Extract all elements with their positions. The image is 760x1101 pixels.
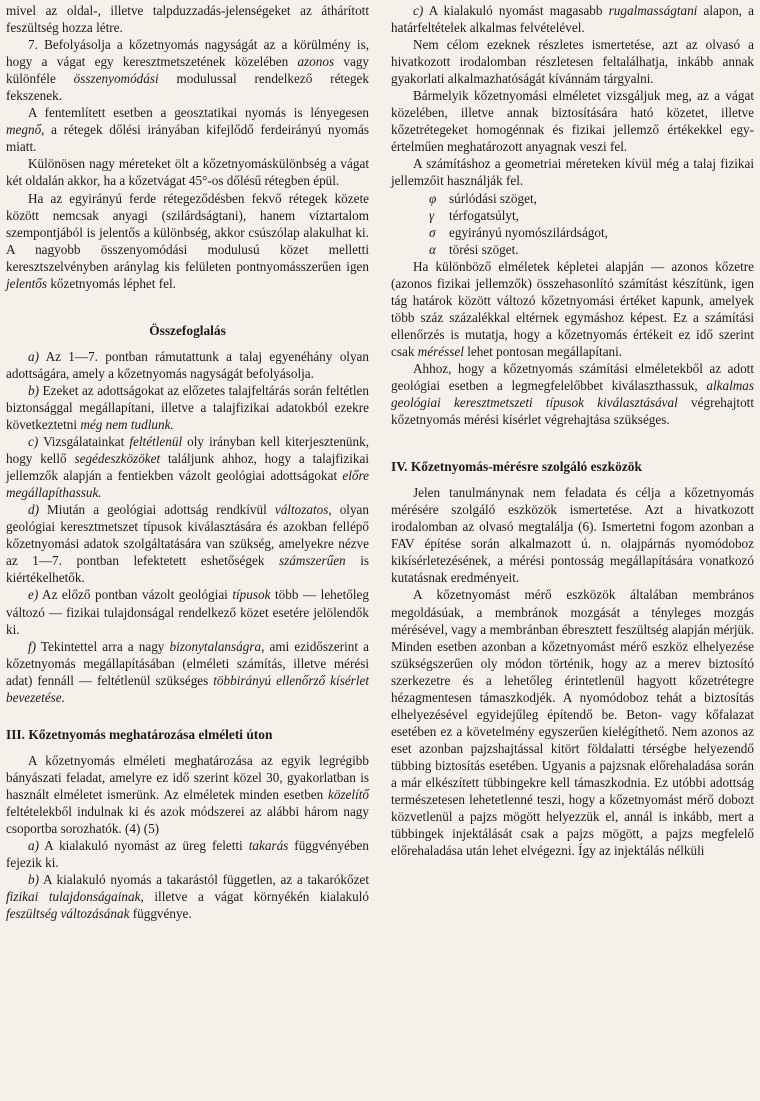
paragraph: A fentemlített esetben a geosztatikai nyomás is lényegesen megnő, a rétegek dőlési irányában kifejlődő ferdeirányú nyomás miatt. (6, 105, 369, 155)
section-heading-three: III. Kőzetnyomás meghatározása elméleti úton (6, 726, 273, 742)
paragraph: Ha az egyirányú ferde rétegeződésben fekvő rétegek közete között nemcsak anyagi (szilárdságtani), hanem víztartalom szempontjából is jelentős a különbség, akkor csúszólap alakulhat ki. A nagyobb összenyomódási modulusú közet melletti keresztszelvényben aránylag kis felületen pontnyomásszerűen igen jelentős kőzetnyomás léphet fel. (6, 190, 369, 291)
paragraph: Bármelyik kőzetnyomási elméletet vizsgáljuk meg, az a vágat közelében, illetve annak biztosítására ható közetet, illetve kőzetrétegeket homogénnak és fizikai jellemző értékekkel egyértelműen meghatározott anyagnak veszi fel. (391, 88, 754, 155)
right-column (391, 2, 754, 1101)
paragraph: Jelen tanulmánynak nem feladata és célja a kőzetnyomás mérésére szolgáló eszközök ismertetése. Azt a hivatkozott irodalomban az olvasó megtalálja (6). Ismertetni fogom azonban a FAV építése során alkalmazott ú. n. olajpárnás nyomódoboz kikísérletezésének, a mérési pontosság megállapítására vonatkozó kutatásnak eredményeit. (391, 485, 754, 586)
left-column (6, 2, 369, 1101)
summary-item-a: a) Az 1—7. pontban rámutattunk a talaj egyenéhány olyan adottságára, amely a kőzetnyomás nagyságát befolyásolja. (6, 348, 369, 381)
theory-item-b: b) A kialakuló nyomás a takarástól független, az a takarókőzet fizikai tulajdonságainak, illetve a vágat környékén kialakuló feszültség változásának függvénye. (6, 872, 369, 922)
paragraph: A kőzetnyomást mérő eszközök általában membrános megoldásúak, a membránok mozgását a tényleges mozgás mérésével, vagy a membránban ébresztett feszültség alapján mérjük. Minden esetben azonban a kőzetnyomást mérő eszköz elhelyezése szükségszerűen oly módon történik, hogy az a merev biztosító szerkezetre és a lehetőleg érintetlenül hagyott kőzetrétegre hézagmentesen támaszkodjék. A nyomódoboz tehát a biztosítás elhelyezésével egyidejűleg építendő be. Beton- vagy kőfalazat esetében ez a követelmény egyszerűen kielégíthető. Nem azonos az eset azonban pajzshajtással kitört földalatti térségbe helyezendő tübbing biztosítás esetében. Ugyanis a pajzsnak előrehaladása során a már elkészített tübbingekre kell támaszkodnia. Ez utóbbi adottság természetesen lehetetlenné teszi, hogy a kőzetnyomást mérő dobozt közvetlenül a pajzs mögött helyezzük el, annál is inkább, mert a tübbingek injektálását csak a pajzs mögött, a pajzs megfelelő előrehaladása után lehet elvégezni. Így az injektálás nélküli (391, 587, 754, 859)
summary-item-f: f) Tekintettel arra a nagy bizonytalanságra, ami ezidőszerint a kőzetnyomás megállapításában (elméleti számítás, illetve mérési adat) fennáll — feltétlenül szükséges többirányú ellenőrző kísérlet bevezetése. (6, 638, 369, 705)
paragraph: Ahhoz, hogy a kőzetnyomás számítási elméletekből az adott geológiai esetben a legmegfelelőbbet kiválaszthassuk, alkalmas geológiai keresztmetszeti típusok kiválasztásával végrehajtott kőzetnyomás mérési kísérlet végrehajtása szükséges. (391, 360, 755, 428)
summary-item-c: c) Vizsgálatainkat feltétlenül oly irányban kell kiterjesztenünk, hogy kellő segédeszközöket találjunk ahhoz, hogy a talajfizikai jellemzők alapján a fentiekben vázolt geológiai adottságokat előre megállapíthassuk. (6, 434, 369, 501)
symbol-list (391, 190, 754, 258)
summary-item-b: b) Ezeket az adottságokat az előzetes talajfeltárás során feltétlen biztonsággal megállapítani, illetve a talajfizikai adatokból ezekre következtetni még nem tudlunk. (6, 382, 369, 432)
paragraph: mivel az oldal-, illetve talpduzzadás-jelenségeket az áthárított feszültség hozza létre. (6, 3, 369, 36)
symbol-item: σ egyirányú nyomószilárdságot, (429, 224, 608, 240)
section-heading-summary: Összefoglalás (149, 322, 226, 338)
symbol-item: γ térfogatsúlyt, (429, 207, 519, 223)
paragraph: Ha különböző elméletek képletei alapján — azonos kőzetre (azonos fizikai jellemzők) összehasonlító számítást készítünk, igen tág határok között változó kőzetnyomási értéket kapunk, amelyek több száz százalékkal eltérnek egymáshoz képest. Ez a számítási ellenőrzés is mutatja, hogy a kőzetnyomás értékeit ez idő szerint csak méréssel lehet pontosan megállapítani. (391, 258, 754, 359)
paragraph: Nem célom ezeknek részletes ismertetése, azt az olvasó a hivatkozott irodalomban részletesen feltalálhatja, inkább annak gyakorlati alkalmazhatóságát kívánnám tárgyalni. (391, 37, 754, 87)
paragraph: A kőzetnyomás elméleti meghatározása az egyik legrégibb bányászati feladat, amelyre ez idő szerint közel 30, gyakorlatban is használt elméletet ismerünk. Az elméletek minden esetben közelítő feltételekből indulnak ki és azok módszerei az alábbi három nagy csoportba sorozhatók. (4) (5) (6, 752, 369, 836)
symbol-item: φ súrlódási szöget, (429, 190, 537, 206)
paragraph: 7. Befolyásolja a kőzetnyomás nagyságát az a körülmény is, hogy a vágat egy keresztmetszetének közelében azonos vagy különféle összenyomódási modulussal rendelkező rétegek fekszenek. (6, 37, 370, 104)
summary-item-e: e) Az előző pontban vázolt geológiai típusok több — lehetőleg változó — fizikai tulajdonságal rendelkező közet esetére jelölendők ki. (6, 587, 369, 637)
paragraph: A számításhoz a geometriai méreteken kívül még a talaj fizikai jellemzőit használják fel. (391, 156, 754, 189)
symbol-item: α törési szöget. (429, 241, 519, 257)
theory-item-a: a) A kialakuló nyomást az üreg feletti takarás függvényében fejezik ki. (6, 838, 369, 871)
theory-item-c: c) A kialakuló nyomást magasabb rugalmasságtani alapon, a határfeltételek alkalmas felvételével. (391, 3, 754, 36)
summary-item-d: d) Miután a geológiai adottság rendkívül változatos, olyan geológiai keresztmetszet típusok kiválasztására és azokban fellépő kőzetnyomási adatok szolgáltatására van szükség, amelyekre nézve az 1—7. pontban lefektetett eshetőségek számszerűen is kiértékelhetők. (6, 502, 369, 586)
section-heading-four: IV. Kőzetnyomás-mérésre szolgáló eszközök (391, 459, 642, 475)
paragraph: Különösen nagy méreteket ölt a kőzetnyomáskülönbség a vágat két oldalán akkor, ha a kőzetvágat 45°-os dőlésű rétegben épül. (6, 156, 369, 189)
